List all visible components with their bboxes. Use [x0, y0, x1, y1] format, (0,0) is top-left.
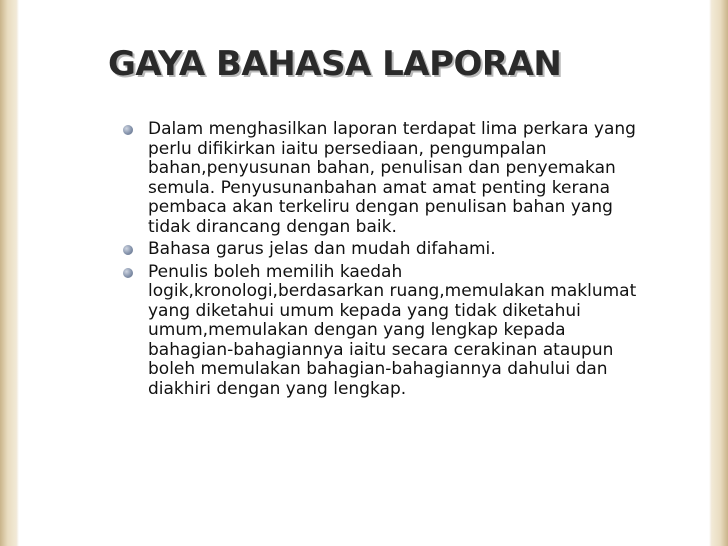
bullet-text-line: diakhiri dengan yang lengkap. [148, 378, 407, 399]
bullet-text-line: semula. Penyusunanbahan amat amat penting kerana [148, 177, 611, 198]
bullet-text-line: pembaca akan terkeliru dengan penulisan bahan yang [148, 197, 613, 217]
bullet-text-line: boleh memulakan bahagian-bahagiannya dahului dan [148, 359, 608, 379]
bullet-list [128, 120, 708, 402]
round-bullet-icon [123, 245, 133, 255]
slide-title: GAYA BAHASA LAPORAN [108, 44, 562, 84]
bullet-text-line: bahagian-bahagiannya iaitu secara cerakinan ataupun [148, 339, 614, 360]
bullet-text-line: umum,memulakan dengan yang lengkap kepada [148, 320, 566, 340]
left-decorative-bar [0, 0, 19, 546]
right-decorative-bar [709, 0, 728, 546]
bullet-text-line: bahan,penyusunan bahan, penulisan dan penyemakan [148, 158, 616, 178]
bullet-text-line: Penulis boleh memilih kaedah [148, 261, 403, 282]
bullet-text-line: yang diketahui umum kepada yang tidak diketahui [148, 300, 581, 321]
bullet-item-1 [128, 120, 708, 237]
round-bullet-icon [123, 125, 133, 135]
bullet-text-line: Bahasa garus jelas dan mudah difahami. [148, 239, 496, 259]
bullet-text-line: logik,kronologi,berdasarkan ruang,memulakan maklumat [148, 281, 637, 301]
round-bullet-icon [123, 268, 133, 278]
bullet-text-line: perlu difikirkan iaitu persediaan, pengumpalan [148, 138, 547, 159]
bullet-item-2 [128, 240, 708, 260]
bullet-text-line: Dalam menghasilkan laporan terdapat lima perkara yang [148, 119, 636, 139]
bullet-text-line: tidak dirancang dengan baik. [148, 216, 397, 237]
bullet-item-3 [128, 263, 708, 400]
